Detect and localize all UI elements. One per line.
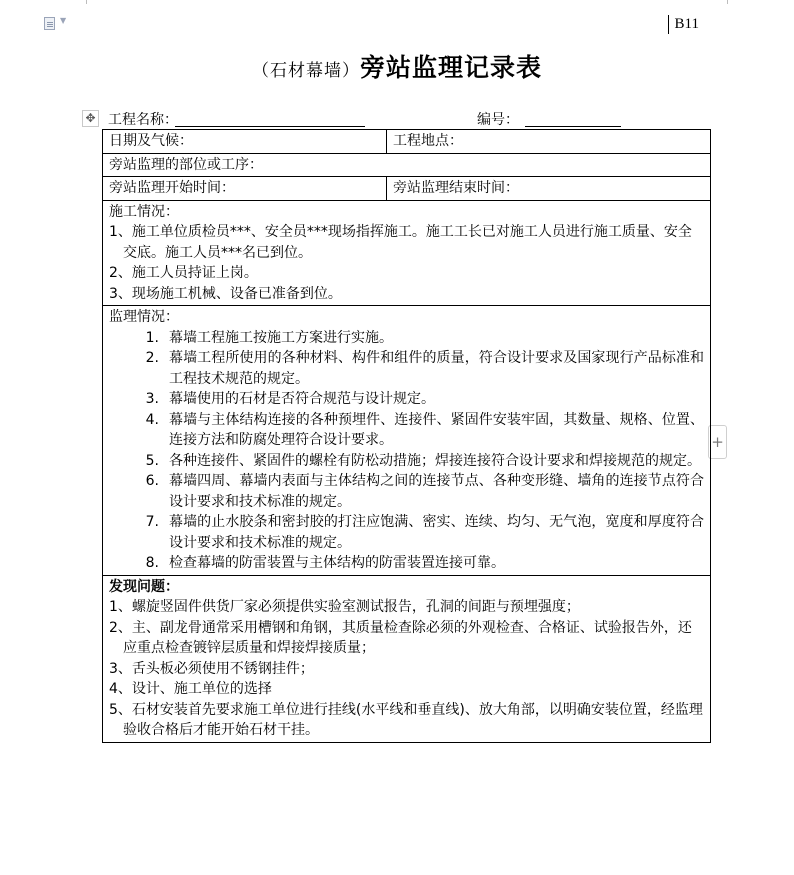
record-table [102,129,711,743]
list-item: 1. 幕墙工程施工按施工方案进行实施。 [145,329,393,346]
end-time-cell[interactable]: 旁站监理结束时间： [387,177,711,201]
issues-heading: 发现问题： [109,578,179,595]
project-name-field[interactable] [175,126,365,127]
title-prefix: （石材幕墙） [251,61,360,81]
text-cursor [668,15,669,34]
table-row [103,306,711,576]
part-process-cell[interactable]: 旁站监理的部位或工序： [103,153,711,177]
list-item: 3、舌头板必须使用不锈钢挂件； [109,660,314,677]
table-row [103,575,711,742]
list-item: 2、施工人员持证上岗。 [109,265,258,281]
list-item: 4. 幕墙与主体结构连接的各种预埋件、连接件、紧固件安装牢固，其数量、规格、位置、连接方法和防腐处理符合设计要求。 [145,411,704,448]
list-item: 8. 检查幕墙的防雷装置与主体结构的防雷装置连接可靠。 [145,555,505,571]
list-item: 7. 幕墙的止水胶条和密封胶的打注应饱满、密实、连续、均匀、无气泡，宽度和厚度符合设计要求和技术标准的规定。 [145,514,704,551]
list-item: 6. 幕墙四周、幕墙内表面与主体结构之间的连接节点、各种变形缝、墙角的连接节点符合设计要求和技术标准的规定。 [145,473,704,510]
construction-heading: 施工情况： [109,203,179,220]
list-item: 4、设计、施工单位的选择 [109,681,272,697]
chevron-down-icon[interactable]: ▼ [60,16,67,25]
issues-cell[interactable] [103,575,711,742]
supervision-cell[interactable] [103,306,711,576]
page-title [0,48,794,84]
list-item: 1、螺旋竖固件供货厂家必须提供实验室测试报告，孔洞的间距与预埋强度； [109,599,580,615]
start-time-cell[interactable]: 旁站监理开始时间： [103,177,387,201]
form-code: B11 [674,16,699,32]
page-top-edge [86,0,728,4]
list-item: 5、石材安装首先要求施工单位进行挂线(水平线和垂直线)、放大角部，以明确安装位置，经监理验收合格后才能开始石材干挂。 [109,701,703,738]
document-icon[interactable] [44,17,55,30]
number-label: 编号： [477,112,519,128]
supervision-heading: 监理情况： [109,309,179,325]
list-item: 3. 幕墙使用的石材是否符合规范与设计规定。 [145,391,435,407]
list-item: 1、施工单位质检员***、安全员***现场指挥施工。施工工长已对施工人员进行施工质量、安全交底。施工人员***名已到位。 [109,224,692,261]
title-main: 旁站监理记录表 [359,53,542,82]
date-weather-cell[interactable]: 日期及气候： [103,130,387,154]
list-item: 3、现场施工机械、设备已准备到位。 [109,285,342,302]
location-cell[interactable]: 工程地点： [387,130,711,154]
list-item: 5. 各种连接件、紧固件的螺栓有防松动措施；焊接连接符合设计要求和焊接规范的规定。 [145,452,701,469]
table-row [103,177,711,201]
number-field[interactable] [525,126,621,127]
construction-cell[interactable] [103,200,711,306]
table-move-handle-icon[interactable]: ✥ [82,110,99,127]
header-row [108,109,708,129]
list-item: 2. 幕墙工程所使用的各种材料、构件和组件的质量，符合设计要求及国家现行产品标准和工程技术规范的规定。 [145,350,704,387]
project-name-label: 工程名称： [108,112,178,128]
list-item: 2、主、副龙骨通常采用槽钢和角钢，其质量检查除必须的外观检查、合格证、试验报告外，还应重点检查镀锌层质量和焊接焊接质量； [109,619,692,656]
table-row [103,200,711,306]
table-row [103,130,711,154]
table-row [103,153,711,177]
side-expand-button[interactable]: + [708,425,727,459]
